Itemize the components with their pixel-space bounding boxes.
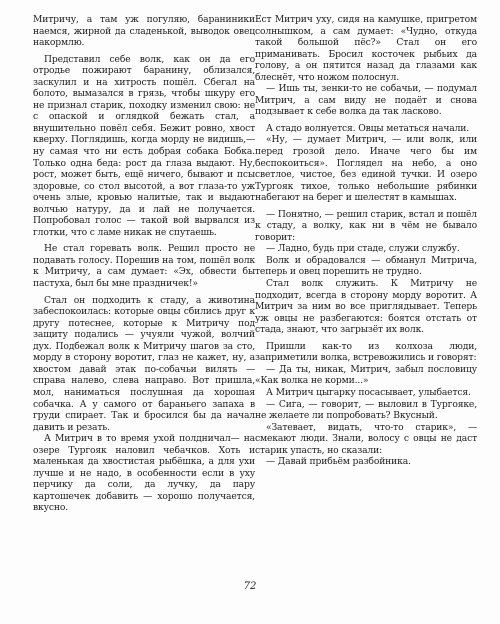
paragraph: — Сига, — говорит, — выловил в Тургояке, не желаете ли попробовать? Вкусный. bbox=[255, 398, 477, 422]
paragraph: — Да ты, никак, Митрич, забыл пословицу «Как волка не корми...» bbox=[255, 363, 477, 387]
paragraph: Волк и обрадовался — обманул Митрича, теперь и овец порешить не трудно. bbox=[255, 254, 477, 278]
paragraph: Пришли как-то из колхоза люди, заприметили волка, встревожились и говорят: bbox=[255, 340, 477, 364]
paragraph: — Ишь ты, зенки-то не собачьи, — подумал Митрич, а сам виду не подаёт и снова подзывает к себе волка да так ласково. bbox=[255, 83, 477, 118]
paragraph: Представил себе волк, как он да его отродье пожирают баранину, облизался, заскулил и на хитрость пошёл. Сбегал на болото, вымазался в грязь, чтобы шкуру его не признал старик, походку изменил свою: не с опаской и оглядкой бежать стал, а внушительно повёл себя. Бежит ровно, хвост кверху. Поглядишь, когда морду не видишь,—ну самая что ни есть добрая собака Бобка. Только одна беда: рост да глаза выдают. Ну, рост, может быть, ещё ничего, бывают и псы здоровые, со стол высотой, а вот глаза-то уж очень злые, кровью налитые, так и выдают волчью натуру, да и лай не получается. Попробовал голос — такой вой вырвался из глотки, что с ламе никак не спутаешь. bbox=[33, 53, 255, 238]
paragraph: Стал волк служить. К Митричу не подходит, всегда в сторону морду воротит. А Митрич за ним во все приглядывает. Теперь уж овцы не разбегаются: боятся отстать от стада, знают, что загрызёт их волк. bbox=[255, 278, 477, 336]
paragraph: — Понятно, — решил старик, встал и пошёл к стаду, а волку, как ни в чём не бывало говорит: bbox=[255, 208, 477, 243]
paragraph: А Митрич в то время ухой полдничал— на озере Тургояк наловил чебачков. Хоть и маленькая да хвостистая рыбёшка, а для ухи лучше и не надо, в особенности если в уху перчику да соли, да лучку, да пару картошечек добавить — хорошо получается, вкусно. bbox=[33, 433, 255, 514]
right-text-column bbox=[255, 14, 477, 468]
paragraph: Митричу, а там уж погуляю, бараниники наемся, жирной да сладенькой, выводок овец накормлю. bbox=[33, 14, 255, 49]
left-text-column bbox=[33, 14, 255, 514]
page-number: 72 bbox=[243, 581, 257, 592]
paragraph: «Затевает, видать, что-то старик», — смекают люди. Знали, волосу с овцы не даст старик упасть, но сказали: bbox=[255, 421, 477, 456]
paragraph: «Ну, — думает Митрич, — или волк, или перед грозой дело. Иначе чего бы им беспокоиться». Поглядел на небо, а оно светлое, чистое, без единой тучки. И озеро Тургояк тихое, только небольшие рябинки набегают на берег и шелестят в камышах. bbox=[255, 134, 477, 204]
paragraph: А стадо волнуется. Овцы метаться начали. bbox=[266, 122, 470, 134]
paragraph: А Митрич цыгарку посасывает, улыбается. bbox=[266, 386, 471, 398]
paragraph: Не стал горевать волк. Решил просто не подавать голосу. Порешив на том, пошёл волк к Митричу, а сам думает: «Эх, обвести бы пастуха, был бы мне праздничек!» bbox=[33, 243, 255, 290]
paragraph: — Ладно, будь при стаде, служи службу. bbox=[266, 243, 460, 255]
paragraph: Стал он подходить к стаду, а животина забеспокоилась: которые овцы сбились друг к другу потеснее, которые к Митричу под защиту подались — учуяли чужой, волчий дух. Подбежал волк к Митричу шагов за сто, морду в сторону воротит, глаз не кажет, ну, а хвостом давай этак по-собачьи вилять — справа налево, слева направо. Вот пришла, мол, наниматься послушная да хорошая собачка. А у самого от бараньего запаха в груди спирает. Так и бросился бы да начал давить и резать. bbox=[33, 294, 255, 433]
paragraph: Ест Митрич уху, сидя на камушке, пригретом солнышком, а сам думает: «Чудно, откуда такой большой пёс?» Стал он его приманивать. Бросил косточек рыбьих да голову, а он пятится назад да глазами как блеснёт, что ножом полоснул. bbox=[255, 14, 477, 83]
paragraph: — Давай прибьём разбойника. bbox=[266, 456, 411, 468]
